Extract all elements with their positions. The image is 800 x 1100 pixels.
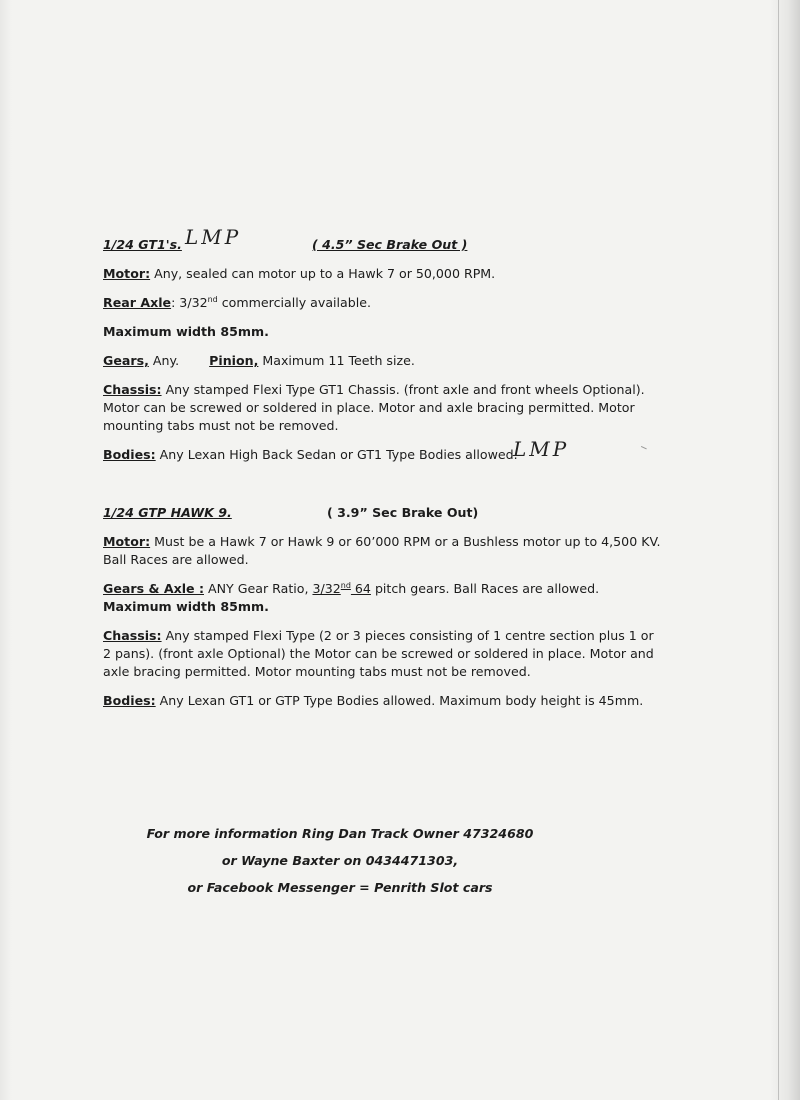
section2-max-width: Maximum width 85mm.: [103, 599, 269, 614]
section1-bodies-label: Bodies:: [103, 447, 156, 462]
section2-chassis-text: Any stamped Flexi Type (2 or 3 pieces consisting of 1 centre section plus 1 or 2 pans). (front axle Optional) the Motor can be screwed or soldered in place. Motor and axle bracing permitted. Motor mounting tabs must not be removed.: [103, 628, 654, 679]
section2-motor-text: Must be a Hawk 7 or Hawk 9 or 60’000 RPM or a Bushless motor up to 4,500 KV. Ball Races are allowed.: [103, 534, 661, 567]
section2-motor: [103, 533, 663, 569]
section1-rear-axle: [103, 294, 663, 312]
section1-motor-label: Motor:: [103, 266, 151, 281]
section2-heading: [103, 500, 663, 522]
section2-motor-label: Motor:: [103, 534, 151, 549]
section2-title: 1/24 GTP HAWK 9.: [103, 505, 232, 520]
section2-gears-axle-text-post: pitch gears. Ball Races are allowed.: [370, 581, 600, 596]
section1-pinion-label: Pinion,: [209, 353, 259, 368]
section1-bodies-text: Any Lexan High Back Sedan or GT1 Type Bodies allowed.: [155, 447, 518, 462]
section1-bodies-handwritten-note: LMP: [513, 437, 570, 461]
section1-rear-axle-label: Rear Axle: [103, 295, 172, 310]
rules-document: [103, 225, 663, 710]
section2-gears-axle-text-pre: ANY Gear Ratio,: [203, 581, 313, 596]
section1-handwritten-note: LMP: [185, 225, 242, 249]
section1-motor: [103, 265, 663, 283]
contact-footer: [140, 820, 540, 901]
scan-shadow-left: [0, 0, 12, 1100]
section2-gears-axle-label: Gears & Axle :: [103, 581, 204, 596]
section1-chassis-label: Chassis:: [103, 382, 162, 397]
section1-rear-axle-text-pre: : 3/32: [171, 295, 208, 310]
section1-gears-pinion: [103, 352, 663, 370]
section1-chassis: [103, 381, 663, 435]
section2-bodies: [103, 692, 663, 710]
section1-max-width: Maximum width 85mm.: [103, 324, 269, 339]
section2-gears-axle: [103, 580, 663, 598]
section2-gears-axle-sup: nd: [340, 580, 351, 590]
scan-shadow-right: [770, 0, 800, 1100]
section1-rear-axle-text-post: commercially available.: [217, 295, 372, 310]
section1-gears-text: Any.: [148, 353, 180, 368]
section1-chassis-text: Any stamped Flexi Type GT1 Chassis. (front axle and front wheels Optional). Motor can be screwed or soldered in place. Motor and axle bracing permitted. Motor mounting tabs must not be removed.: [103, 382, 645, 433]
footer-line-3: or Facebook Messenger = Penrith Slot cars: [187, 880, 493, 895]
section2-gears-axle-u-pre: 3/32: [312, 581, 341, 596]
section1-brake: ( 4.5” Sec Brake Out ): [312, 237, 468, 252]
section2-gears-axle-u-post: 64: [350, 581, 371, 596]
footer-line-2: or Wayne Baxter on 0434471303,: [221, 853, 459, 868]
section1-title: 1/24 GT1's.: [103, 237, 182, 252]
section1-heading: [103, 225, 663, 254]
section2-chassis-label: Chassis:: [103, 628, 162, 643]
section1-bodies: [103, 437, 663, 464]
section1-rear-axle-sup: nd: [207, 294, 218, 304]
section2-brake: ( 3.9” Sec Brake Out): [327, 505, 479, 520]
footer-line-1: For more information Ring Dan Track Owner 47324680: [146, 826, 534, 841]
section2-bodies-label: Bodies:: [103, 693, 156, 708]
section2-chassis: [103, 627, 663, 681]
section1-gears-label: Gears,: [103, 353, 149, 368]
section1-pinion-text: Maximum 11 Teeth size.: [258, 353, 415, 368]
section1-motor-text: Any, sealed can motor up to a Hawk 7 or 50,000 RPM.: [150, 266, 496, 281]
section2-bodies-text: Any Lexan GT1 or GTP Type Bodies allowed. Maximum body height is 45mm.: [155, 693, 644, 708]
